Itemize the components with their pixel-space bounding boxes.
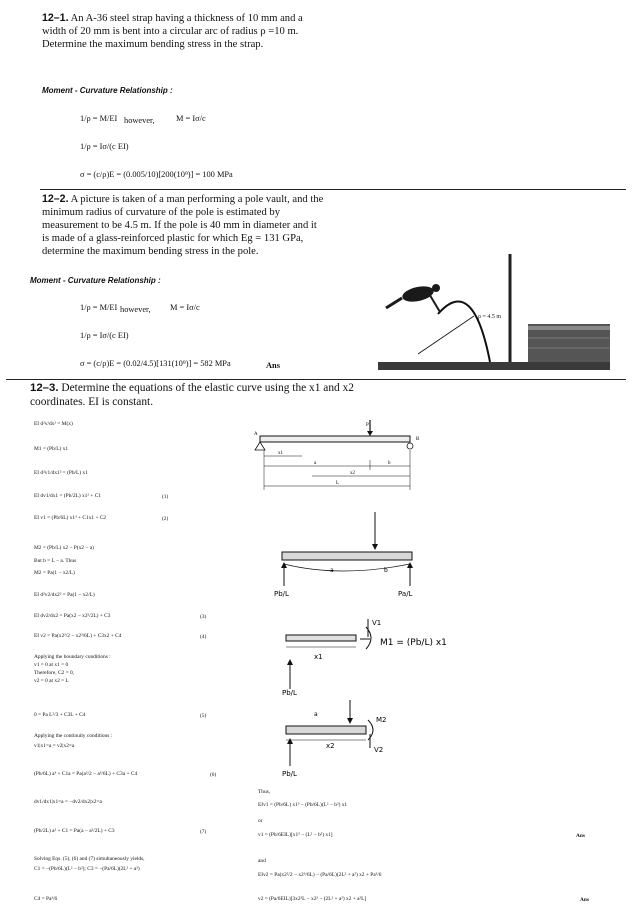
pole-vault-photo — [378, 254, 610, 370]
label-a: a — [314, 461, 317, 466]
equation: 1/ρ = Iσ/(c EI) — [80, 331, 129, 340]
pin-support — [255, 442, 265, 450]
equation: M = Iσ/c — [176, 114, 206, 123]
problem-number: 12–2. — [42, 193, 69, 205]
derivation-line: 0 = Pa L²/3 + C3L + C4 — [34, 712, 86, 718]
derivation-line: EI dv1/dx1 = (Pb/2L) x1² + C1 — [34, 493, 101, 499]
label-a: a — [314, 711, 318, 718]
label-x1: x1 — [314, 653, 323, 661]
label-x1: x1 — [278, 451, 283, 456]
equation: 1/ρ = M/EI — [80, 114, 118, 123]
label-x2: x2 — [350, 471, 355, 476]
segment-2-fbd — [280, 700, 390, 780]
answer-label: Ans — [580, 897, 589, 903]
equation-number: (1) — [162, 494, 169, 500]
result-line: EIv1 = (Pb/6L) x1³ − (Pb/6L)(L² − b²) x1 — [258, 802, 348, 808]
result-line: v1 = (Pb/6EIL)[x1³ − (L² − b²) x1] — [258, 832, 333, 838]
problem-12-1-statement — [42, 12, 324, 51]
moment-equation: M1 = (Pb/L) x1 — [380, 638, 447, 648]
section-heading: Moment - Curvature Relationship : — [30, 276, 161, 285]
derivation-line: Solving Eqs. (5), (6) and (7) simultaneously yields, — [34, 856, 145, 862]
beam — [260, 436, 410, 442]
derivation-line: Therefore, C2 = 0, — [34, 670, 75, 676]
ground — [378, 362, 610, 370]
label-b: b — [388, 461, 391, 466]
however-text: however, — [120, 305, 151, 314]
label-l: L — [336, 481, 340, 486]
equation-number: (2) — [162, 516, 169, 522]
label-a-support: A — [254, 432, 258, 437]
derivation-line: M1 = (Pb/L) x1 — [34, 446, 69, 452]
derivation-line: C4 = Pa³/6 — [34, 896, 58, 902]
derivation-line: (Pb/6L) a³ + C1a = Pa(a²/2 − a³/6L) + C3a + C4 — [34, 771, 138, 777]
derivation-line: Applying the boundary conditions : — [34, 654, 111, 660]
beam-segment — [286, 726, 366, 734]
reaction-right-label: Pa/L — [398, 590, 413, 598]
result-line: v2 = (Pa/6EIL)[3x2²L − x2³ − (2L² + a²) x2 + a²L] — [258, 896, 367, 902]
equation-number: (7) — [200, 829, 207, 835]
derivation-line: EI d²v/dx² = M(x) — [34, 421, 73, 427]
beam-diagram — [250, 420, 425, 495]
derivation-line: v1 = 0 at x1 = 0 — [34, 662, 69, 668]
divider — [40, 189, 626, 190]
problem-12-2-statement — [42, 193, 324, 258]
reaction-label: Pb/L — [282, 689, 297, 697]
derivation-line: v1|x1=a = v2|x2=a — [34, 743, 75, 749]
derivation-line: dv1/dx1|x1=a = −dv2/dx2|x2=a — [34, 799, 102, 805]
reaction-left-label: Pb/L — [274, 590, 289, 598]
beam — [282, 552, 412, 560]
label-p: P — [366, 423, 369, 428]
derivation-line: EI v1 = (Pb/6L) x1³ + C1x1 + C2 — [34, 515, 107, 521]
derivation-line: EI d²v2/dx2² = Pa(1 − x2/L) — [34, 592, 95, 598]
label-m2: M2 — [376, 716, 387, 724]
equation: σ = (c/ρ)E = (0.005/10)[200(10⁹)] = 100 MPa — [80, 170, 233, 179]
result-line: and — [258, 858, 266, 864]
result-line: EIv2 = Pa(x2²/2 − x2³/6L) − (Pa/6L)(2L² + a²) x2 + Pa³/6 — [258, 872, 382, 878]
derivation-line: EI d²v1/dx1² = (Pb/L) x1 — [34, 470, 88, 476]
equation-number: (6) — [210, 772, 217, 778]
problem-12-3-statement — [30, 381, 360, 409]
equation-number: (3) — [200, 614, 207, 620]
answer-label: Ans — [576, 833, 585, 839]
label-x2: x2 — [326, 742, 335, 750]
derivation-line: M2 = (Pb/L) x2 − P(x2 − a) — [34, 545, 94, 551]
problem-number: 12–3. — [30, 382, 59, 394]
label-b-support: B — [416, 437, 420, 442]
derivation-line: EI v2 = Pa(x2²/2 − x2³/6L) + C3x2 + C4 — [34, 633, 122, 639]
derivation-line: But b = L − a. Thus — [34, 558, 77, 564]
equation-number: (4) — [200, 634, 207, 640]
problem-text: A picture is taken of a man performing a pole vault, and the minimum radius of curvature of the pole is estimated by measurement to be 4.5 m. If the pole is 40 mm in diameter and it is made of a glass-reinforced plastic for which Eg = 131 GPa, determine the maximum bending stress in the pole. — [42, 194, 324, 257]
equation-number: (5) — [200, 713, 207, 719]
segment-1-fbd — [280, 617, 460, 697]
result-line: Thus, — [258, 789, 271, 795]
radius-label: ρ = 4.5 m — [478, 314, 502, 320]
answer-label: Ans — [266, 361, 280, 370]
section-heading: Moment - Curvature Relationship : — [42, 86, 173, 95]
equation: 1/ρ = M/EI — [80, 303, 118, 312]
beam-segment — [286, 635, 356, 641]
label-v2: V2 — [374, 746, 384, 754]
derivation-line: Applying the continuity conditions : — [34, 733, 113, 739]
derivation-line: v2 = 0 at x2 = L — [34, 678, 69, 684]
result-line: or — [258, 818, 263, 824]
problem-text: Determine the equations of the elastic curve using the x1 and x2 coordinates. EI is constant. — [30, 382, 354, 408]
reaction-label: Pb/L — [282, 770, 297, 778]
label-a: a — [330, 567, 334, 574]
label-b: b — [384, 567, 388, 574]
equation: σ = (c/ρ)E = (0.02/4.5)[131(10⁹)] = 582 MPa — [80, 359, 231, 368]
however-text: however, — [124, 116, 155, 125]
equation: M = Iσ/c — [170, 303, 200, 312]
equation: 1/ρ = Iσ/(c EI) — [80, 142, 129, 151]
label-v1: V1 — [372, 619, 382, 627]
derivation-line: EI dv2/dx2 = Pa(x2 − x2²/2L) + C3 — [34, 613, 111, 619]
roller-support — [407, 443, 413, 449]
problem-text: An A-36 steel strap having a thickness of 10 mm and a width of 20 mm is bent into a circular arc of radius ρ =10 m. Determine the maximum bending stress in the strap. — [42, 13, 303, 50]
problem-number: 12–1. — [42, 12, 69, 24]
derivation-line: (Pb/2L) a² + C1 = Pa(a − a²/2L) + C3 — [34, 828, 115, 834]
derivation-line: M2 = Pa(1 − x2/L) — [34, 570, 75, 576]
derivation-line: C1 = −(Pb/6L)(L² − b²); C3 = −(Pa/6L)(2L² + a²) — [34, 866, 140, 872]
reaction-sketch — [270, 508, 430, 608]
